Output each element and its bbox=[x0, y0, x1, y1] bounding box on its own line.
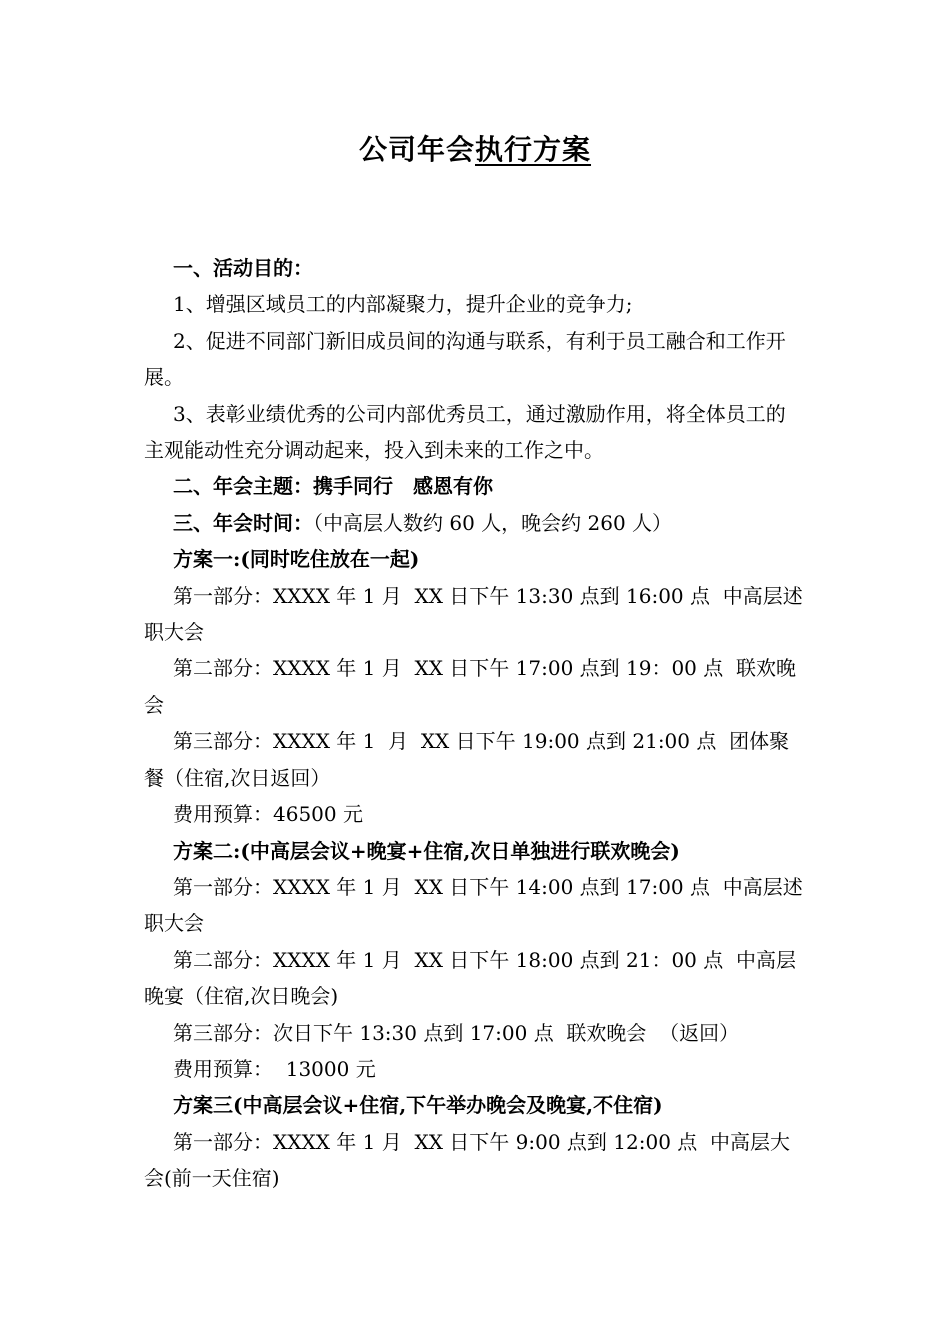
plan-1-budget: 费用预算：46500 元 bbox=[173, 802, 363, 827]
plan-2-part-1: 第一部分：XXXX 年 1 月 XX 日下午 14:00 点到 17:00 点 中高层述职大会 bbox=[144, 874, 803, 936]
plan-2-heading: 方案二:(中高层会议+晚宴+住宿,次日单独进行联欢晚会) bbox=[173, 838, 680, 863]
section-heading-purpose: 一、活动目的： bbox=[173, 256, 313, 280]
purpose-item-3: 3、表彰业绩优秀的公司内部优秀员工，通过激励作用，将全体员工的主观能动性充分调动起来，投入到未来的工作之中。 bbox=[144, 401, 786, 463]
page-title bbox=[0, 128, 950, 168]
plan-1-part-3: 第三部分：XXXX 年 1 月 XX 日下午 19:00 点到 21:00 点 团体聚餐（住宿,次日返回） bbox=[144, 729, 790, 790]
plan-2-part-2: 第二部分：XXXX 年 1 月 XX 日下午 18:00 点到 21：00 点 中高层晚宴（住宿,次日晚会) bbox=[144, 947, 796, 1009]
purpose-item-1: 1、增强区域员工的内部凝聚力，提升企业的竞争力; bbox=[173, 292, 633, 317]
plan-3-heading: 方案三(中高层会议+住宿,下午举办晚会及晚宴,不住宿) bbox=[173, 1093, 663, 1118]
time-note: （中高层人数约 60 人，晚会约 260 人） bbox=[313, 510, 673, 535]
plan-3-part-1: 第一部分：XXXX 年 1 月 XX 日下午 9:00 点到 12:00 点 中高层大会(前一天住宿) bbox=[144, 1129, 790, 1191]
plan-2-budget: 费用预算： 13000 元 bbox=[173, 1056, 376, 1081]
title-part-2: 执行方案 bbox=[475, 133, 592, 166]
title-part-1: 公司年会 bbox=[358, 133, 475, 166]
section-heading-theme: 二、年会主题：携手同行 感恩有你 bbox=[173, 474, 493, 499]
section-heading-time: 三、年会时间： bbox=[173, 510, 313, 535]
plan-1-part-1: 第一部分：XXXX 年 1 月 XX 日下午 13:30 点到 16:00 点 中高层述职大会 bbox=[144, 583, 803, 645]
section-time bbox=[144, 505, 804, 541]
plan-2-part-3: 第三部分：次日下午 13:30 点到 17:00 点 联欢晚会 （返回） bbox=[173, 1020, 740, 1045]
plan-1-part-2: 第二部分：XXXX 年 1 月 XX 日下午 17:00 点到 19：00 点 联欢晚会 bbox=[144, 656, 796, 717]
plan-1-heading: 方案一:(同时吃住放在一起) bbox=[173, 547, 420, 572]
purpose-item-2: 2、促进不同部门新旧成员间的沟通与联系，有利于员工融合和工作开展。 bbox=[144, 328, 786, 390]
document-body bbox=[144, 250, 804, 1197]
